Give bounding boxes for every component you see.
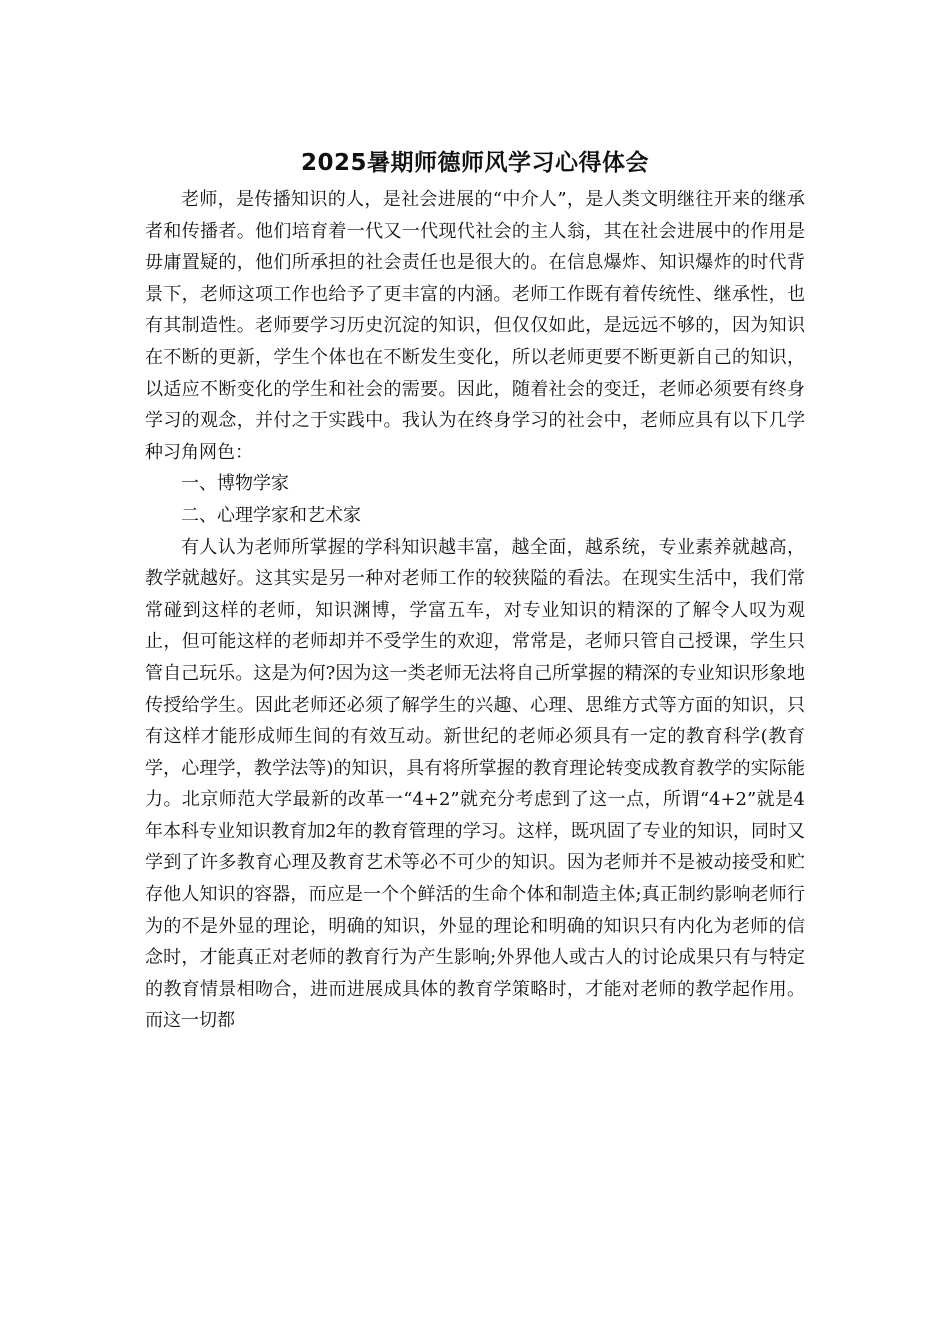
document-title: 2025暑期师德师风学习心得体会 — [300, 150, 649, 176]
paragraph-intro: 老师，是传播知识的人，是社会进展的“中介人”，是人类文明继往开来的继承者和传播者。他们培育着一代又一代现代社会的主人翁，其在社会进展中的作用是毋庸置疑的，他们所承担的社会责任也是很大的。在信息爆炸、知识爆炸的时代背景下，老师这项工作也给予了更丰富的内涵。老师工作既有着传统性、继承性，也有其制造性。老师要学习历史沉淀的知识，但仅仅如此，是远远不够的，因为知识在不断的更新，学生个体也在不断发生变化，所以老师更要不断更新自己的知识，以适应不断变化的学生和社会的需要。因此，随着社会的变迁，老师必须要有终身学习的观念，并付之于实践中。我认为在终身学习的社会中，老师应具有以下几学种习角网色： — [145, 189, 805, 463]
paragraph-heading-naturalist: 一、博物学家 — [181, 473, 289, 495]
paragraph-heading-psychologist-artist: 二、心理学家和艺术家 — [181, 504, 361, 526]
document-page — [145, 148, 805, 1037]
paragraph-body: 有人认为老师所掌握的学科知识越丰富，越全面，越系统，专业素养就越高，教学就越好。这其实是另一种对老师工作的较狭隘的看法。在现实生活中，我们常常碰到这样的老师，知识渊博，学富五车，对专业知识的精深的了解令人叹为观止，但可能这样的老师却并不受学生的欢迎，常常是，老师只管自己授课，学生只管自己玩乐。这是为何?因为这一类老师无法将自己所掌握的精深的专业知识形象地传授给学生。因此老师还必须了解学生的兴趣、心理、思维方式等方面的知识，只有这样才能形成师生间的有效互动。新世纪的老师必须具有一定的教育科学(教育学，心理学，教学法等)的知识，具有将所掌握的教育理论转变成教育教学的实际能力。北京师范大学最新的改革一“4+2”就充分考虑到了这一点，所谓“4+2”就是4年本科专业知识教育加2年的教育管理的学习。这样，既巩固了专业的知识，同时又学到了许多教育心理及教育艺术等必不可少的知识。因为老师并不是被动接受和贮存他人知识的容器，而应是一个个鲜活的生命个体和制造主体;真正制约影响老师行为的不是外显的理论，明确的知识，外显的理论和明确的知识只有内化为老师的信念时，才能真正对老师的教育行为产生影响;外界他人或古人的讨论成果只有与特定的教育情景相吻合，进而进展成具体的教育学策略时，才能对老师的教学起作用。而这一切都 — [145, 536, 805, 1032]
